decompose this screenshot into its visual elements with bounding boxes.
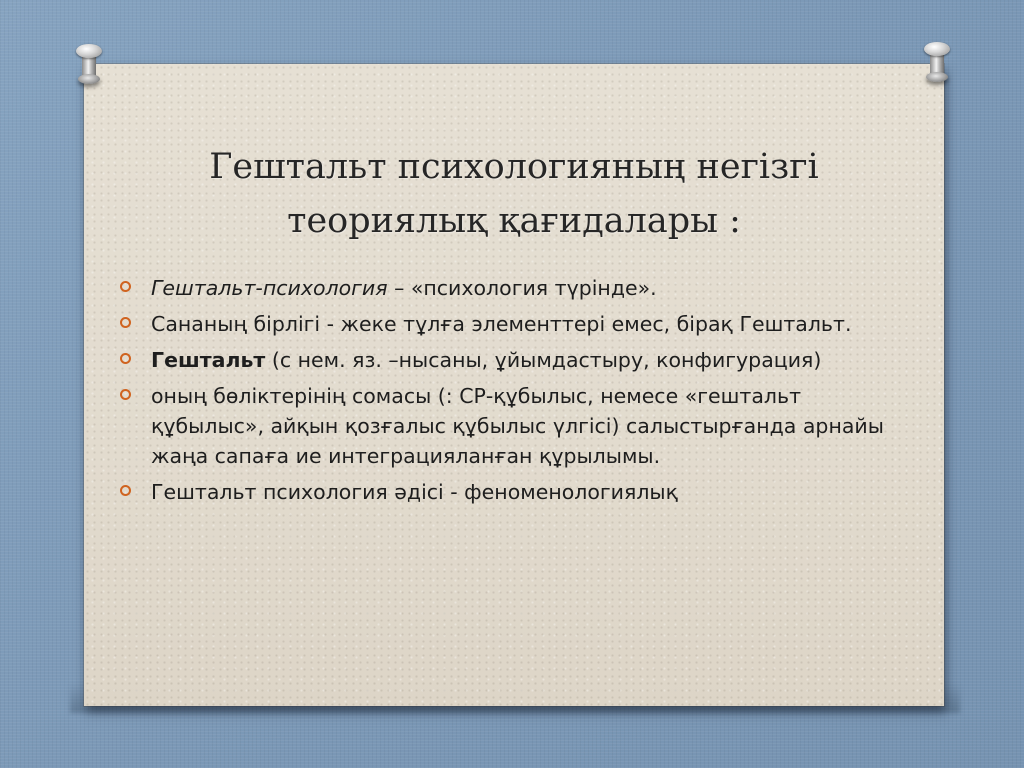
bullet-list	[118, 273, 918, 513]
bullet-item	[118, 273, 918, 303]
bullet-text: – «психология түрінде».	[387, 276, 657, 300]
push-pin-right-icon	[924, 42, 950, 84]
push-pin-left-icon	[76, 44, 102, 86]
bullet-item	[118, 477, 918, 507]
slide-title-line-1: Гештальт психологияның негізгі	[209, 147, 819, 187]
slide-title-line-2: теориялық қағидалары :	[287, 201, 741, 241]
bullet-text: Гештальт психология әдісі - феноменологиялық	[151, 480, 679, 504]
bullet-circle-icon	[120, 353, 131, 364]
bullet-text: (с нем. яз. –нысаны, ұйымдастыру, конфигурация)	[265, 348, 822, 372]
bullet-circle-icon	[120, 389, 131, 400]
bullet-text: Сананың бірлігі - жеке тұлға элементтері емес, бірақ Гештальт.	[151, 312, 852, 336]
bullet-circle-icon	[120, 317, 131, 328]
bullet-circle-icon	[120, 281, 131, 292]
bullet-item	[118, 381, 918, 471]
bullet-item	[118, 345, 918, 375]
slide-title	[84, 140, 944, 248]
bullet-italic-term: Гештальт-психология	[151, 276, 388, 300]
bullet-bold-term: Гештальт	[151, 348, 266, 372]
bullet-text: оның бөліктерінің сомасы (: СР-құбылыс, немесе «гештальт құбылыс», айқын қозғалыс құбылыс үлгісі) салыстырғанда арнайы жаңа сапаға ие интеграцияланған құрылымы.	[151, 384, 884, 468]
bullet-circle-icon	[120, 485, 131, 496]
bullet-item	[118, 309, 918, 339]
